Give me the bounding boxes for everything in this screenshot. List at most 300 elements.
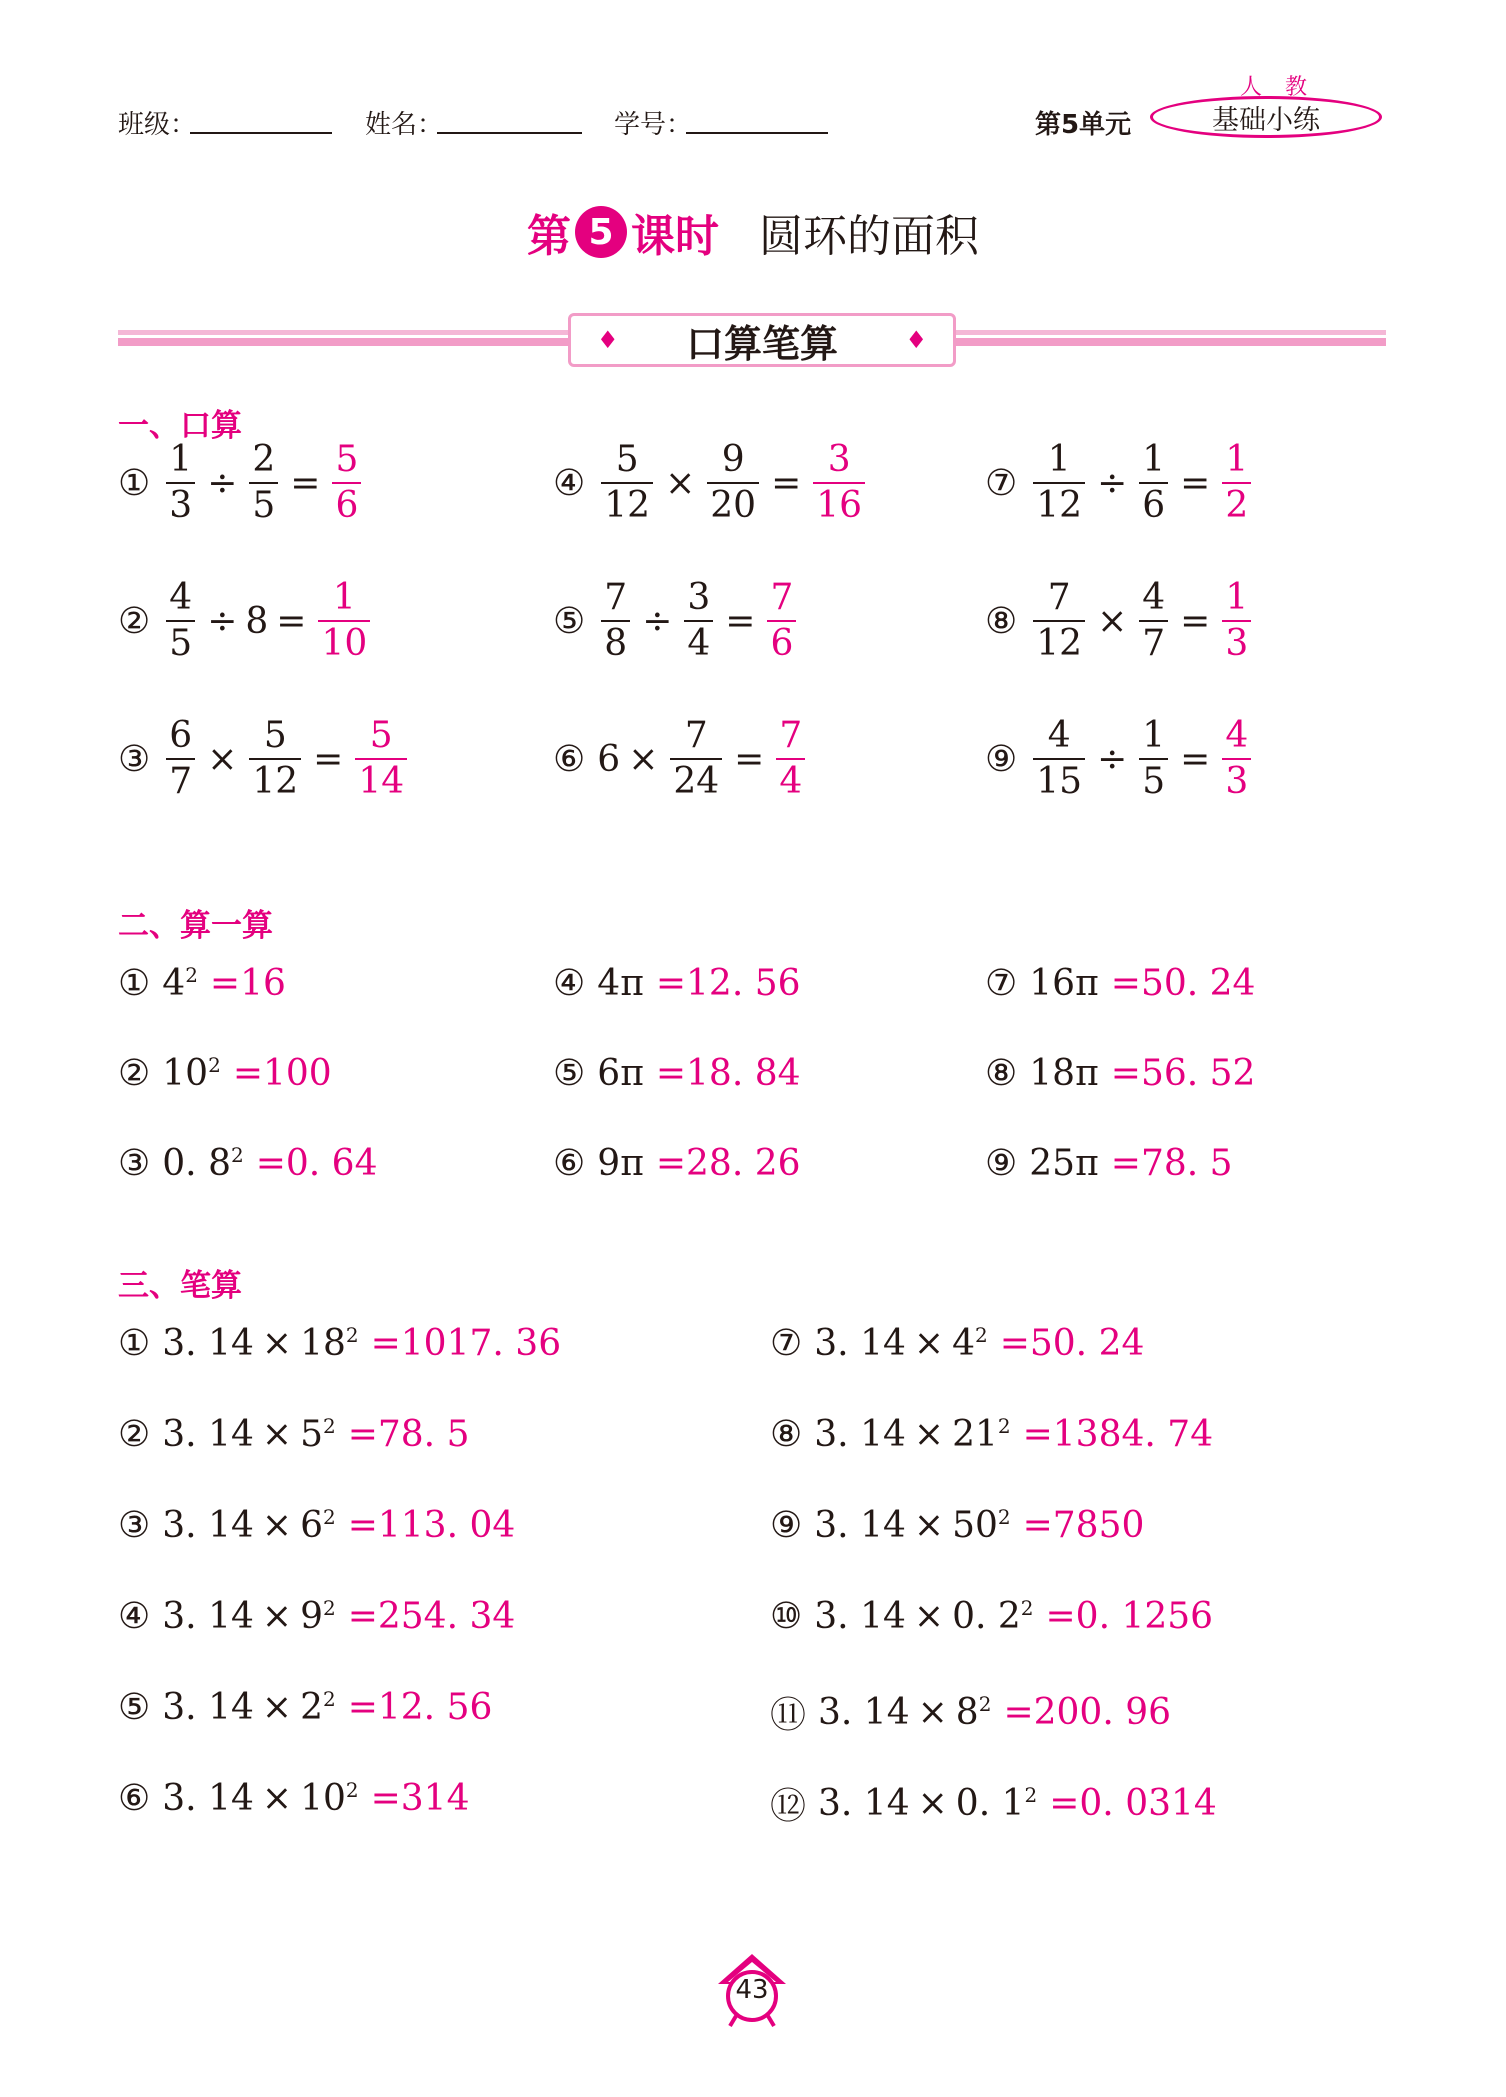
problem-item (118, 1053, 332, 1094)
answer-fraction (1222, 715, 1251, 802)
denominator: 6 (1139, 482, 1168, 524)
expression (818, 1783, 1037, 1824)
base: 16 (1029, 963, 1076, 1004)
problem-item (553, 963, 801, 1004)
name-field[interactable] (437, 132, 582, 134)
expression (597, 1053, 644, 1094)
expression (162, 1687, 335, 1728)
radius: 21 (952, 1414, 998, 1455)
problem-number: ⑦ (985, 963, 1018, 1004)
answer (1000, 1323, 1145, 1364)
numerator: 1 (1142, 715, 1166, 756)
times-sign: × (917, 1692, 948, 1733)
problem-number: ⑦ (770, 1323, 803, 1364)
problem-number: ⑫ (770, 1786, 807, 1827)
answer (1111, 1053, 1256, 1094)
operator: ÷ (207, 462, 238, 504)
answer (1111, 1143, 1233, 1184)
answer-fraction (776, 715, 805, 802)
numerator: 3 (827, 439, 851, 480)
answer (233, 1053, 332, 1094)
student-id-label: 学号： (614, 110, 693, 140)
denominator: 4 (684, 620, 713, 662)
equals-sign: = (655, 963, 687, 1004)
answer (656, 1053, 801, 1094)
problem-number: ⑤ (118, 1687, 151, 1728)
expression (597, 1143, 644, 1184)
answer-value: 78. 5 (1140, 1143, 1233, 1184)
answer (656, 1143, 801, 1184)
fraction (249, 439, 278, 526)
expression (162, 1414, 335, 1455)
radius: 4 (952, 1323, 975, 1364)
exponent: 2 (978, 1692, 992, 1716)
denominator: 7 (1139, 620, 1168, 662)
denominator: 10 (318, 620, 370, 662)
pi-symbol: π (1075, 963, 1099, 1004)
equals-sign: = (655, 1053, 687, 1094)
lesson-topic: 圆环的面积 (759, 211, 979, 262)
equals-sign: = (1110, 1053, 1141, 1094)
equals-sign: = (347, 1596, 378, 1637)
radius: 8 (955, 1692, 979, 1733)
expression (1029, 1053, 1098, 1094)
section-banner (568, 313, 956, 367)
exponent: 2 (974, 1323, 988, 1347)
problem-item (118, 1143, 378, 1184)
answer (1111, 963, 1256, 1004)
fraction (601, 439, 653, 526)
denominator: 3 (1222, 620, 1251, 662)
section-heading-calculate: 二、算一算 (118, 908, 273, 944)
operator: × (628, 738, 659, 780)
equals-sign: = (1049, 1783, 1080, 1824)
fraction (249, 715, 301, 802)
expression (818, 1692, 991, 1733)
equals-sign: = (734, 738, 765, 780)
equals-sign: = (1003, 1692, 1034, 1733)
denominator: 12 (1033, 620, 1085, 662)
operator: ÷ (1097, 738, 1128, 780)
problem-number: ⑧ (770, 1414, 803, 1455)
numerator: 2 (252, 439, 276, 480)
expression (1029, 963, 1098, 1004)
fraction (1139, 577, 1168, 664)
numerator: 7 (1047, 577, 1071, 618)
problem-number: ⑥ (118, 1778, 151, 1819)
equals-sign: = (1180, 600, 1211, 642)
problem-number: ⑥ (553, 1143, 586, 1184)
numerator: 1 (332, 577, 356, 618)
answer-value: 50. 24 (1029, 1323, 1145, 1364)
class-label: 班级： (118, 110, 197, 140)
class-field[interactable] (190, 132, 332, 134)
expression (814, 1596, 1033, 1637)
radius: 0. 2 (952, 1596, 1021, 1637)
exponent: 2 (322, 1414, 336, 1438)
exponent: 2 (345, 1778, 359, 1802)
expression (814, 1323, 987, 1364)
pi-symbol: π (620, 963, 644, 1004)
fraction (166, 715, 195, 802)
denominator: 14 (355, 758, 407, 800)
times-sign: × (917, 1783, 948, 1824)
answer (210, 963, 286, 1004)
exponent: 2 (322, 1505, 336, 1529)
base: 0. 8 (162, 1143, 231, 1184)
pi-symbol: π (1075, 1143, 1099, 1184)
expression (1029, 1143, 1098, 1184)
fraction (707, 439, 759, 526)
answer-value: 50. 24 (1140, 963, 1256, 1004)
diamond-icon: ♦ (905, 326, 927, 354)
answer-fraction (355, 715, 407, 802)
denominator: 3 (1222, 758, 1251, 800)
answer-value: 12. 56 (686, 963, 801, 1004)
answer-value: 0. 0314 (1079, 1783, 1217, 1824)
answer-value: 1017. 36 (400, 1323, 562, 1364)
problem-number: ⑨ (985, 1143, 1018, 1184)
numerator: 5 (615, 439, 639, 480)
numerator: 5 (335, 439, 359, 480)
problem-item (553, 439, 869, 526)
problem-item (985, 715, 1255, 802)
answer-value: 1384. 74 (1052, 1414, 1214, 1455)
problem-number: ⑥ (553, 738, 586, 780)
problem-item (118, 963, 286, 1004)
pi-value: 3. 14 (814, 1505, 906, 1546)
answer (371, 1323, 561, 1364)
expression (597, 963, 644, 1004)
exponent: 2 (1024, 1783, 1038, 1807)
answer-value: 7850 (1052, 1505, 1145, 1546)
problem-item (770, 1323, 1144, 1364)
equals-sign: = (232, 1053, 263, 1094)
problem-number: ③ (118, 738, 151, 780)
answer-value: 56. 52 (1140, 1053, 1256, 1094)
answer-value: 0. 64 (285, 1143, 378, 1184)
exponent: 2 (345, 1323, 359, 1347)
student-id-field[interactable] (686, 132, 828, 134)
equals-sign: = (255, 1143, 286, 1184)
lesson-prefix: 第 (527, 211, 571, 262)
answer-fraction (1222, 577, 1251, 664)
problem-number: ⑧ (985, 600, 1018, 642)
equals-sign: = (771, 462, 802, 504)
denominator: 15 (1033, 758, 1085, 800)
problem-number: ④ (118, 1596, 151, 1637)
lesson-label (527, 200, 719, 264)
exponent: 2 (997, 1505, 1011, 1529)
problem-item (553, 1053, 801, 1094)
times-sign: × (261, 1323, 293, 1364)
radius: 5 (300, 1414, 323, 1455)
problem-item (985, 1143, 1233, 1184)
pi-symbol: π (620, 1053, 644, 1094)
answer-value: 78. 5 (377, 1414, 470, 1455)
lesson-suffix: 课时 (631, 211, 719, 262)
denominator: 7 (166, 758, 195, 800)
times-sign: × (261, 1778, 293, 1819)
equals-sign: = (1022, 1414, 1053, 1455)
problem-item (770, 1505, 1144, 1546)
denominator: 12 (601, 482, 653, 524)
section-heading-mental: 一、口算 (118, 408, 242, 444)
denominator: 12 (1033, 482, 1085, 524)
problem-item (770, 1596, 1213, 1637)
radius: 18 (300, 1323, 346, 1364)
problem-number: ⑩ (770, 1596, 803, 1637)
pi-symbol: π (620, 1143, 644, 1184)
problem-number: ③ (118, 1143, 151, 1184)
equals-sign: = (276, 600, 307, 642)
base: 4 (597, 963, 621, 1004)
operator: × (1097, 600, 1128, 642)
pi-value: 3. 14 (814, 1323, 906, 1364)
equals-sign: = (999, 1323, 1030, 1364)
fraction (166, 577, 195, 664)
answer (1046, 1596, 1214, 1637)
denominator: 3 (166, 482, 195, 524)
numerator: 5 (263, 715, 287, 756)
fraction (601, 577, 630, 664)
equals-sign: = (313, 738, 344, 780)
problem-item (770, 1414, 1213, 1455)
answer-value: 12. 56 (377, 1687, 493, 1728)
answer-fraction (332, 439, 361, 526)
integer-operand: 6 (597, 738, 621, 780)
numerator: 1 (1142, 439, 1166, 480)
answer (348, 1414, 470, 1455)
expression (162, 1505, 335, 1546)
answer-value: 16 (240, 963, 286, 1004)
numerator: 7 (684, 715, 708, 756)
equals-sign: = (1180, 462, 1211, 504)
answer (1003, 1692, 1171, 1733)
problem-item (985, 439, 1255, 526)
problem-item (118, 439, 365, 526)
times-sign: × (913, 1414, 945, 1455)
operator: × (207, 738, 238, 780)
problem-number: ④ (553, 462, 586, 504)
series-badge (1150, 96, 1382, 138)
exponent: 2 (322, 1596, 336, 1620)
pi-symbol: π (1075, 1053, 1099, 1094)
problem-number: ⑪ (770, 1695, 807, 1736)
equals-sign: = (290, 462, 321, 504)
problem-number: ② (118, 600, 151, 642)
answer (656, 963, 801, 1004)
problem-item (118, 1505, 515, 1546)
numerator: 1 (1225, 439, 1249, 480)
problem-item (770, 1687, 1171, 1738)
lesson-number-badge: 5 (575, 206, 627, 258)
problem-number: ② (118, 1414, 151, 1455)
problem-number: ④ (553, 963, 586, 1004)
exponent: 2 (997, 1414, 1011, 1438)
problem-number: ⑤ (553, 600, 586, 642)
page-number: 43 (735, 1975, 769, 2005)
problem-number: ⑧ (985, 1053, 1018, 1094)
numerator: 6 (169, 715, 193, 756)
fraction (1139, 715, 1168, 802)
answer-fraction (767, 577, 796, 664)
unit-label: 第5单元 (1035, 110, 1132, 140)
base: 9 (597, 1143, 621, 1184)
equals-sign: = (370, 1778, 401, 1819)
problem-number: ⑨ (770, 1505, 803, 1546)
pi-value: 3. 14 (162, 1778, 254, 1819)
radius: 2 (300, 1687, 323, 1728)
base: 6 (597, 1053, 621, 1094)
problem-item (118, 1323, 561, 1364)
equals-sign: = (1180, 738, 1211, 780)
answer-value: 314 (400, 1778, 470, 1819)
pi-value: 3. 14 (818, 1783, 910, 1824)
name-label: 姓名： (365, 110, 444, 140)
numerator: 4 (169, 577, 193, 618)
problem-item (985, 577, 1255, 664)
section-heading-written: 三、笔算 (118, 1268, 242, 1304)
equals-sign: = (347, 1687, 378, 1728)
diamond-icon: ♦ (597, 326, 619, 354)
exponent: 2 (208, 1053, 221, 1077)
problem-number: ⑤ (553, 1053, 586, 1094)
problem-number: ⑨ (985, 738, 1018, 780)
problem-item (553, 577, 800, 664)
problem-number: ① (118, 1323, 151, 1364)
numerator: 7 (779, 715, 803, 756)
radius: 6 (300, 1505, 323, 1546)
denominator: 16 (813, 482, 865, 524)
problem-item (985, 1053, 1255, 1094)
denominator: 24 (670, 758, 722, 800)
numerator: 4 (1142, 577, 1166, 618)
times-sign: × (261, 1687, 293, 1728)
answer (371, 1778, 470, 1819)
times-sign: × (913, 1323, 945, 1364)
radius: 50 (952, 1505, 998, 1546)
expression (162, 1143, 243, 1184)
answer-fraction (813, 439, 865, 526)
operator: ÷ (207, 600, 238, 642)
pi-value: 3. 14 (162, 1596, 254, 1637)
pi-value: 3. 14 (814, 1414, 906, 1455)
answer (256, 1143, 378, 1184)
exponent: 2 (322, 1687, 336, 1711)
denominator: 20 (707, 482, 759, 524)
equals-sign: = (725, 600, 756, 642)
numerator: 4 (1047, 715, 1071, 756)
problem-item (553, 1143, 801, 1184)
equals-sign: = (209, 963, 241, 1004)
problem-number: ⑦ (985, 462, 1018, 504)
times-sign: × (261, 1414, 293, 1455)
answer-value: 200. 96 (1033, 1692, 1172, 1733)
expression (162, 963, 198, 1004)
answer (348, 1596, 516, 1637)
problem-item (118, 1778, 470, 1819)
fraction (670, 715, 722, 802)
fraction (166, 439, 195, 526)
publisher-label: 人 教 (1240, 75, 1315, 100)
problem-item (118, 1687, 492, 1728)
denominator: 12 (249, 758, 301, 800)
answer (1049, 1783, 1217, 1824)
equals-sign: = (347, 1414, 378, 1455)
numerator: 4 (1225, 715, 1249, 756)
numerator: 1 (169, 439, 193, 480)
answer (348, 1687, 493, 1728)
answer-value: 18. 84 (686, 1053, 801, 1094)
answer (1023, 1505, 1145, 1546)
radius: 0. 1 (955, 1783, 1025, 1824)
answer (348, 1505, 516, 1546)
pi-value: 3. 14 (814, 1596, 906, 1637)
times-sign: × (913, 1505, 945, 1546)
denominator: 2 (1222, 482, 1251, 524)
exponent: 2 (185, 963, 198, 987)
expression (814, 1414, 1010, 1455)
times-sign: × (913, 1596, 945, 1637)
numerator: 1 (1225, 577, 1249, 618)
pi-value: 3. 14 (818, 1692, 910, 1733)
denominator: 8 (601, 620, 630, 662)
fraction (1033, 439, 1085, 526)
base: 4 (162, 963, 186, 1004)
numerator: 7 (770, 577, 794, 618)
times-sign: × (261, 1505, 293, 1546)
times-sign: × (261, 1596, 293, 1637)
expression (162, 1596, 335, 1637)
problem-number: ① (118, 963, 151, 1004)
answer-value: 100 (263, 1053, 332, 1094)
problem-item (553, 715, 809, 802)
expression (162, 1053, 221, 1094)
denominator: 5 (166, 620, 195, 662)
problem-item (118, 715, 411, 802)
problem-number: ③ (118, 1505, 151, 1546)
series-label: 基础小练 (1212, 104, 1320, 136)
denominator: 6 (332, 482, 361, 524)
equals-sign: = (1110, 1143, 1141, 1184)
pi-value: 3. 14 (162, 1505, 254, 1546)
problem-item (118, 577, 374, 664)
problem-item (985, 963, 1255, 1004)
operator: × (665, 462, 696, 504)
fraction (1139, 439, 1168, 526)
problem-item (118, 1596, 515, 1637)
denominator: 6 (767, 620, 796, 662)
problem-item (770, 1778, 1217, 1829)
answer-fraction (1222, 439, 1251, 526)
answer-value: 28. 26 (686, 1143, 801, 1184)
denominator: 4 (776, 758, 805, 800)
expression (162, 1323, 358, 1364)
equals-sign: = (1045, 1596, 1076, 1637)
expression (162, 1778, 358, 1819)
radius: 9 (300, 1596, 323, 1637)
denominator: 5 (249, 482, 278, 524)
fraction (684, 577, 713, 664)
pi-value: 3. 14 (162, 1323, 254, 1364)
answer-value: 0. 1256 (1075, 1596, 1214, 1637)
exponent: 2 (1020, 1596, 1034, 1620)
equals-sign: = (370, 1323, 401, 1364)
banner-title: 口算笔算 (685, 321, 838, 366)
problem-item (118, 1414, 469, 1455)
page-title (0, 200, 1506, 264)
